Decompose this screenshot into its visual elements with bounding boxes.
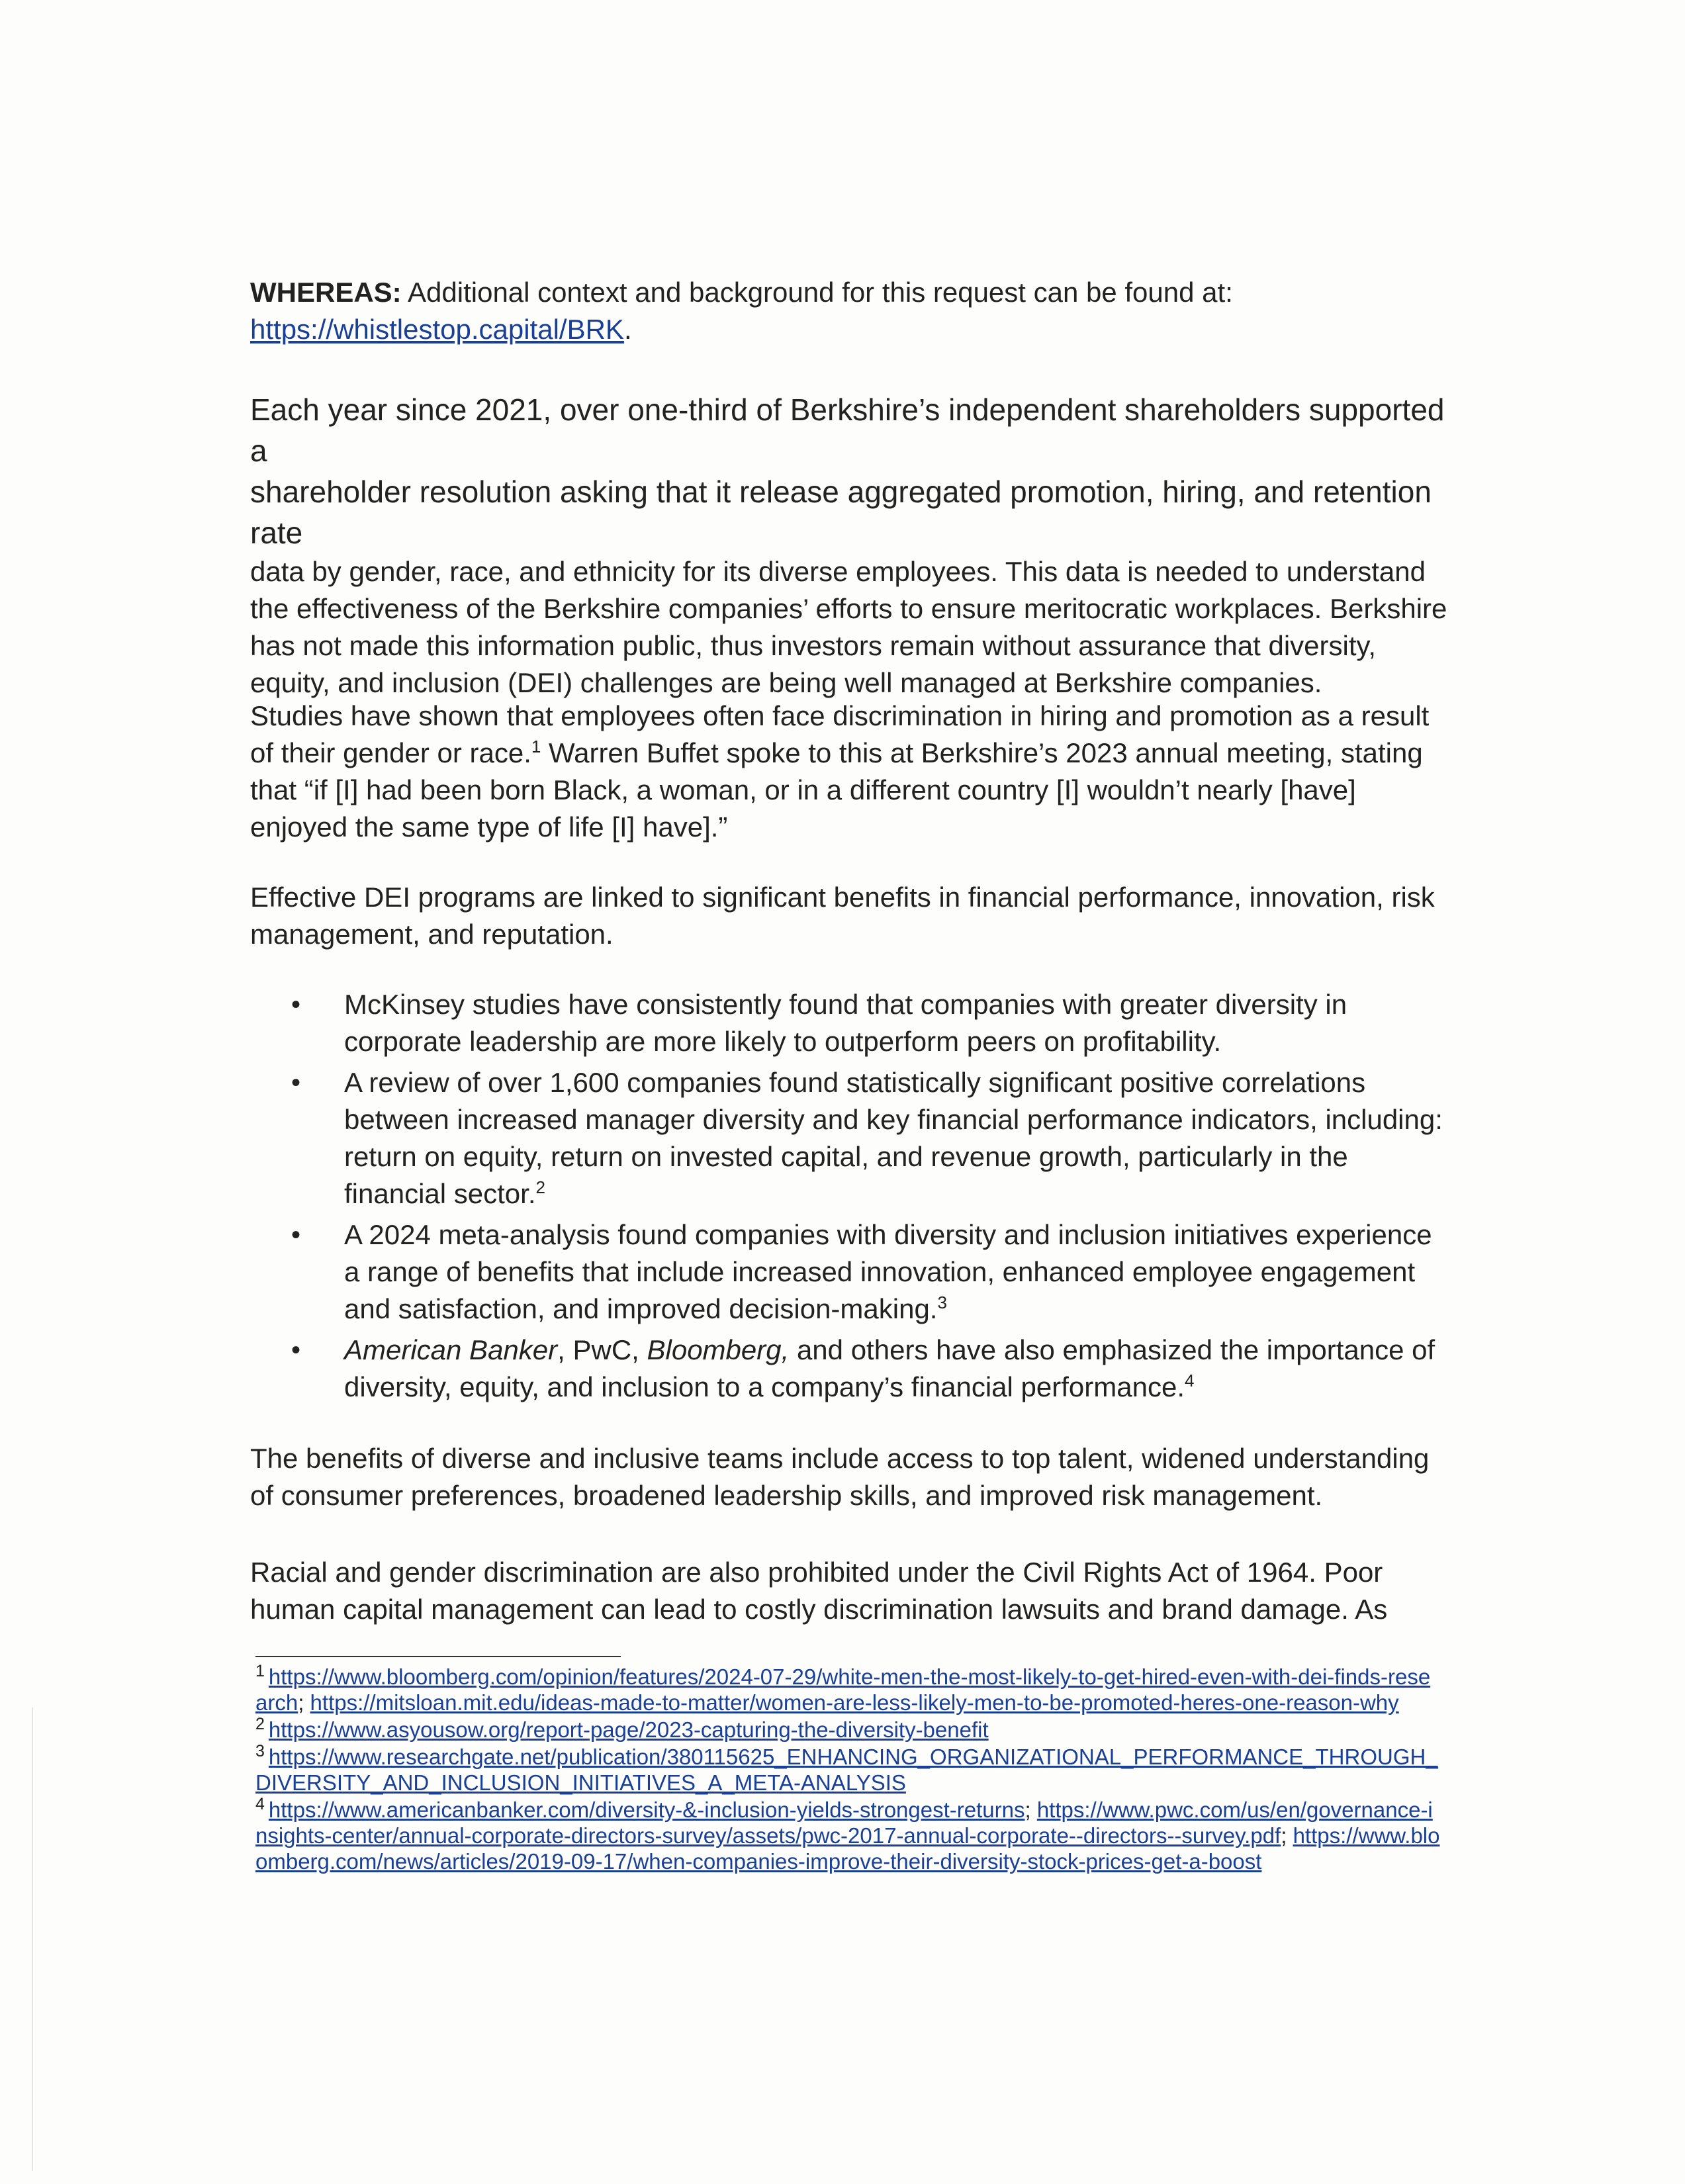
para2-text-b: Warren Buffet spoke to this at Berkshire’s 2023 annual meeting, stating that “if [I] had been born Black, a woman, or in a different country [I] wouldn’t nearly [have] enjoyed the same type of life [I] have].” [250,737,1423,842]
benefits-bullet-list [250,986,1455,1410]
para5-text: Racial and gender discrimination are also prohibited under the Civil Rights Act of 1964. Poor human capital management can lead to costly discrimination lawsuits and brand damage. As [250,1557,1388,1625]
paragraph-inclusive-teams [250,1440,1448,1514]
footnote-ref-2: 2 [535,1177,545,1197]
list-item [250,1216,1455,1328]
bullet-text: McKinsey studies have consistently found that companies with greater diversity in corporate leadership are more likely to outperform peers on profitability. [344,989,1347,1057]
footnote-ref-1: 1 [531,737,541,756]
whereas-label: WHEREAS: [250,277,402,308]
footnote-separator: ; [298,1690,310,1715]
footnotes [255,1664,1440,1876]
footnote-link[interactable]: https://www.asyousow.org/report-page/2023-capturing-the-diversity-benefit [268,1717,989,1742]
footnote-4 [255,1797,1440,1874]
para2-text-a: Studies have shown that employees often face discrimination in hiring and promotion as a result of their gender or race. [250,700,1430,768]
bullet-text: A 2024 meta-analysis found companies with diversity and inclusion initiatives experience a range of benefits that include increased innovation, enhanced employee engagement and satisfaction, and improved decision-making. [344,1219,1432,1324]
footnote-3 [255,1744,1440,1796]
bullet4-text-1: , PwC, [557,1334,647,1365]
footnote-link[interactable]: https://mitsloan.mit.edu/ideas-made-to-matter/women-are-less-likely-men-to-be-promoted-heres-one-reason-why [310,1690,1399,1715]
whereas-text: Additional context and background for this request can be found at: [401,277,1233,308]
list-item [250,986,1455,1060]
footnote-divider [255,1656,621,1657]
para3-text: Effective DEI programs are linked to significant benefits in financial performance, innovation, risk management, and reputation. [250,882,1435,950]
paragraph-civil-rights [250,1554,1448,1628]
footnote-link[interactable]: https://www.researchgate.net/publication/380115625_ENHANCING_ORGANIZATIONAL_PERFORMANCE_THROUGH_DIVERSITY_AND_INCLUSION_INITIATIVES_A_META-ANALYSIS [255,1745,1438,1795]
whereas-paragraph [250,274,1448,348]
footnote-link[interactable]: https://www.pwc.com/us/en/governance-insights-center/annual-corporate-directors-survey/assets/pwc-2017-annual-corporate--directors--survey.pdf [255,1797,1433,1848]
para1-line2: shareholder resolution asking that it release aggregated promotion, hiring, and retention rate [250,475,1432,550]
paragraph-dei-benefits [250,879,1448,953]
para1-rest: data by gender, race, and ethnicity for its diverse employees. This data is needed to understand the effectiveness of the Berkshire companies’ efforts to ensure meritocratic workplaces. Berkshire has not made this information public, thus investors remain without assurance that diversity, equity, and inclusion (DEI) challenges are being well managed at Berkshire companies. [250,556,1447,698]
whistlestop-link[interactable]: https://whistlestop.capital/BRK [250,314,624,345]
footnote-link[interactable]: https://www.americanbanker.com/diversity-&-inclusion-yields-strongest-returns [268,1797,1025,1822]
para1-line1: Each year since 2021, over one-third of Berkshire’s independent shareholders supported a [250,392,1445,468]
bullet-marker: • [291,990,301,1019]
bullet-marker: • [291,1336,301,1365]
footnote-number: 2 [255,1715,265,1733]
list-item [250,1332,1455,1406]
footnote-1 [255,1664,1440,1715]
para4-text: The benefits of diverse and inclusive teams include access to top talent, widened understanding of consumer preferences, broadened leadership skills, and improved risk management. [250,1443,1430,1511]
american-banker-title: American Banker [344,1334,558,1365]
paragraph-shareholder-resolution [250,389,1448,702]
bullet-marker: • [291,1068,301,1097]
footnote-link[interactable]: https://www.bloomberg.com/opinion/features/2024-07-29/white-men-the-most-likely-to-get-hired-even-with-dei-finds-research [255,1664,1431,1715]
footnote-number: 1 [255,1662,265,1680]
whereas-link-suffix: . [623,314,632,345]
bullet-text: A review of over 1,600 companies found statistically significant positive correlations between increased manager diversity and key financial performance indicators, including: return on equity, return on invested capital, and revenue growth, particularly in the financial sector. [344,1067,1443,1209]
bullet-marker: • [291,1220,301,1250]
footnote-ref-3: 3 [937,1293,947,1312]
footnote-separator: ; [1281,1823,1293,1848]
list-item [250,1064,1455,1212]
scan-margin-line [32,1707,33,2171]
footnote-number: 4 [255,1795,265,1813]
footnote-link[interactable]: https://www.bloomberg.com/news/articles/2019-09-17/when-companies-improve-their-diversity-stock-prices-get-a-boost [255,1823,1440,1874]
footnote-2 [255,1717,1440,1743]
footnote-number: 3 [255,1742,265,1760]
footnote-separator: ; [1025,1797,1037,1822]
footnote-ref-4: 4 [1185,1371,1195,1390]
bullet4-text-2: and others have also emphasized the importance of diversity, equity, and inclusion to a company’s financial performance. [344,1334,1435,1402]
paragraph-discrimination-studies [250,698,1448,846]
bloomberg-title: Bloomberg, [647,1334,790,1365]
